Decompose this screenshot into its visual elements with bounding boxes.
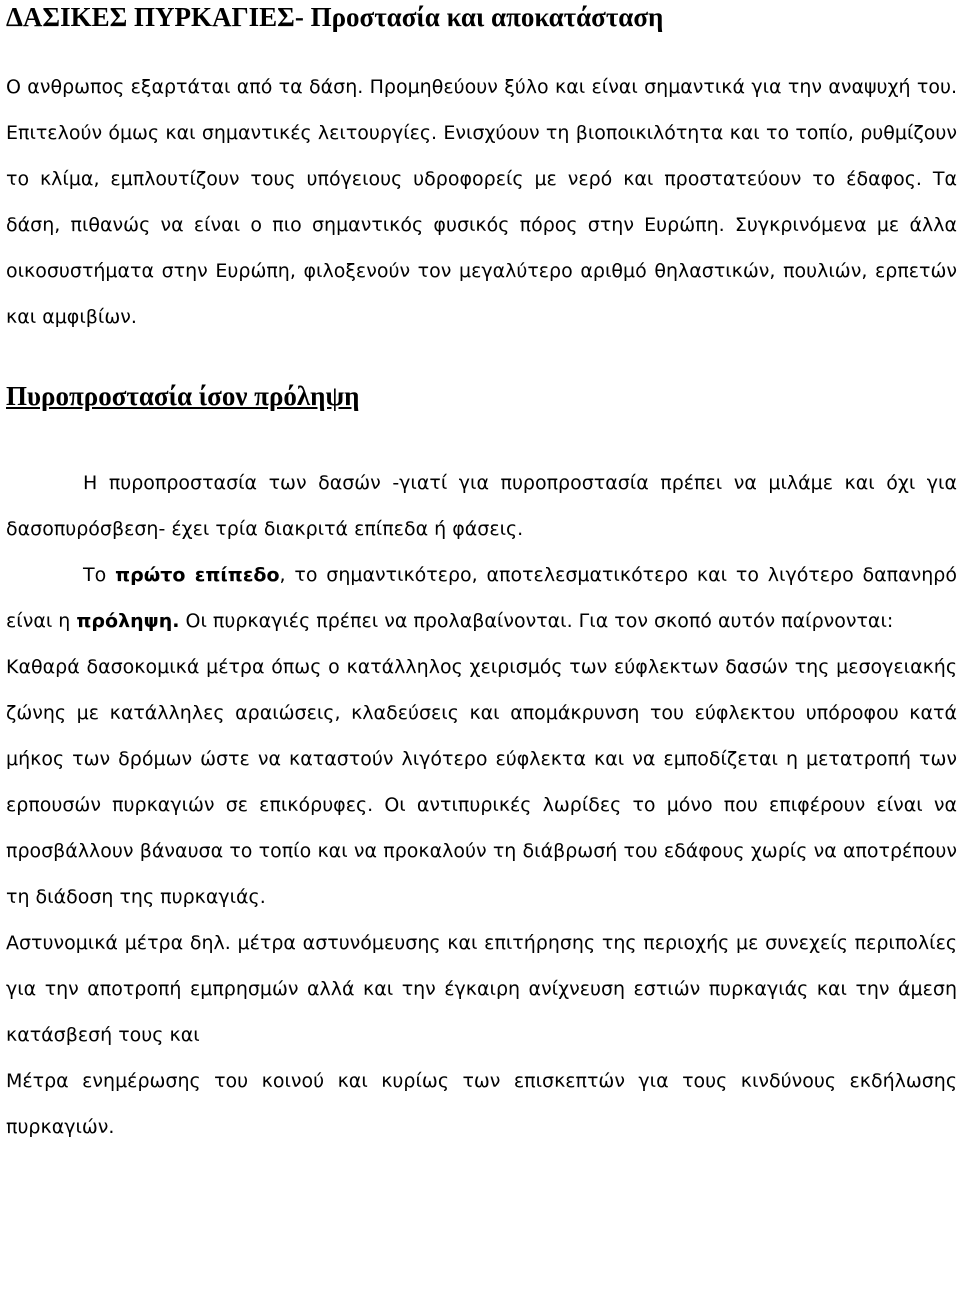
first-level-text-2: , το σημαντικότερο, αποτελεσματικότερο και το λιγότερο δαπανηρό είναι η bbox=[6, 564, 957, 632]
first-level-text-1: Το bbox=[83, 564, 116, 586]
prevention-bold: πρόληψη. bbox=[76, 610, 180, 632]
first-level-text-3: Οι πυρκαγιές πρέπει να προλαβαίνονται. Για τον σκοπό αυτόν παίρνονται: bbox=[179, 610, 894, 632]
protection-levels-paragraph: Η πυροπροστασία των δασών -γιατί για πυροπροστασία πρέπει να μιλάμε και όχι για δασοπυρόσβεση- έχει τρία διακριτά επίπεδα ή φάσεις. bbox=[6, 472, 957, 540]
awareness-measures-paragraph: Μέτρα ενημέρωσης του κοινού και κυρίως των επισκεπτών για τους κινδύνους εκδήλωσης πυρκαγιών. bbox=[6, 1070, 957, 1138]
first-level-paragraph bbox=[6, 552, 957, 644]
intro-paragraph: Ο ανθρωπος εξαρτάται από τα δάση. Προμηθεύουν ξύλο και είναι σημαντικά για την αναψυχή του. Επιτελούν όμως και σημαντικές λειτουργίες. Ενισχύουν τη βιοποικιλότητα και το τοπίο, ρυθμίζουν το κλίμα, εμπλουτίζουν τους υπόγειους υδροφορείς με νερό και προστατεύουν το έδαφος. Τα δάση, πιθανώς να είναι ο πιο σημαντικός φυσικός πόρος στην Ευρώπη. Συγκρινόμενα με άλλα οικοσυστήματα στην Ευρώπη, φιλοξενούν τον μεγαλύτερο αριθμό θηλαστικών, πουλιών, ερπετών και αμφιβίων. bbox=[6, 76, 957, 328]
document-page bbox=[6, 0, 957, 1150]
section-heading: Πυροπροστασία ίσον πρόληψη bbox=[6, 381, 360, 411]
police-measures-paragraph: Αστυνομικά μέτρα δηλ. μέτρα αστυνόμευσης και επιτήρησης της περιοχής με συνεχείς περιπολίες για την αποτροπή εμπρησμών αλλά και την έγκαιρη ανίχνευση εστιών πυρκαγιάς και την άμεση κατάσβεσή τους και bbox=[6, 932, 957, 1046]
forestry-measures-paragraph: Καθαρά δασοκομικά μέτρα όπως ο κατάλληλος χειρισμός των εύφλεκτων δασών της μεσογειακής ζώνης με κατάλληλες αραιώσεις, κλαδεύσεις και απομάκρυνση του εύφλεκτου υπόροφου κατά μήκος των δρόμων ώστε να καταστούν λιγότερο εύφλεκτα και να εμποδίζεται η μετατροπή των ερπουσών πυρκαγιών σε επικόρυφες. Οι αντιπυρικές λωρίδες το μόνο που επιφέρουν είναι να προσβάλλουν βάναυσα το τοπίο και να προκαλούν τη διάβρωσή του εδάφους χωρίς να αποτρέπουν τη διάδοση της πυρκαγιάς. bbox=[6, 656, 957, 908]
document-title: ΔΑΣΙΚΕΣ ΠΥΡΚΑΓΙΕΣ- Προστασία και αποκατάσταση bbox=[6, 2, 664, 32]
first-level-bold: πρώτο επίπεδο bbox=[115, 564, 280, 586]
